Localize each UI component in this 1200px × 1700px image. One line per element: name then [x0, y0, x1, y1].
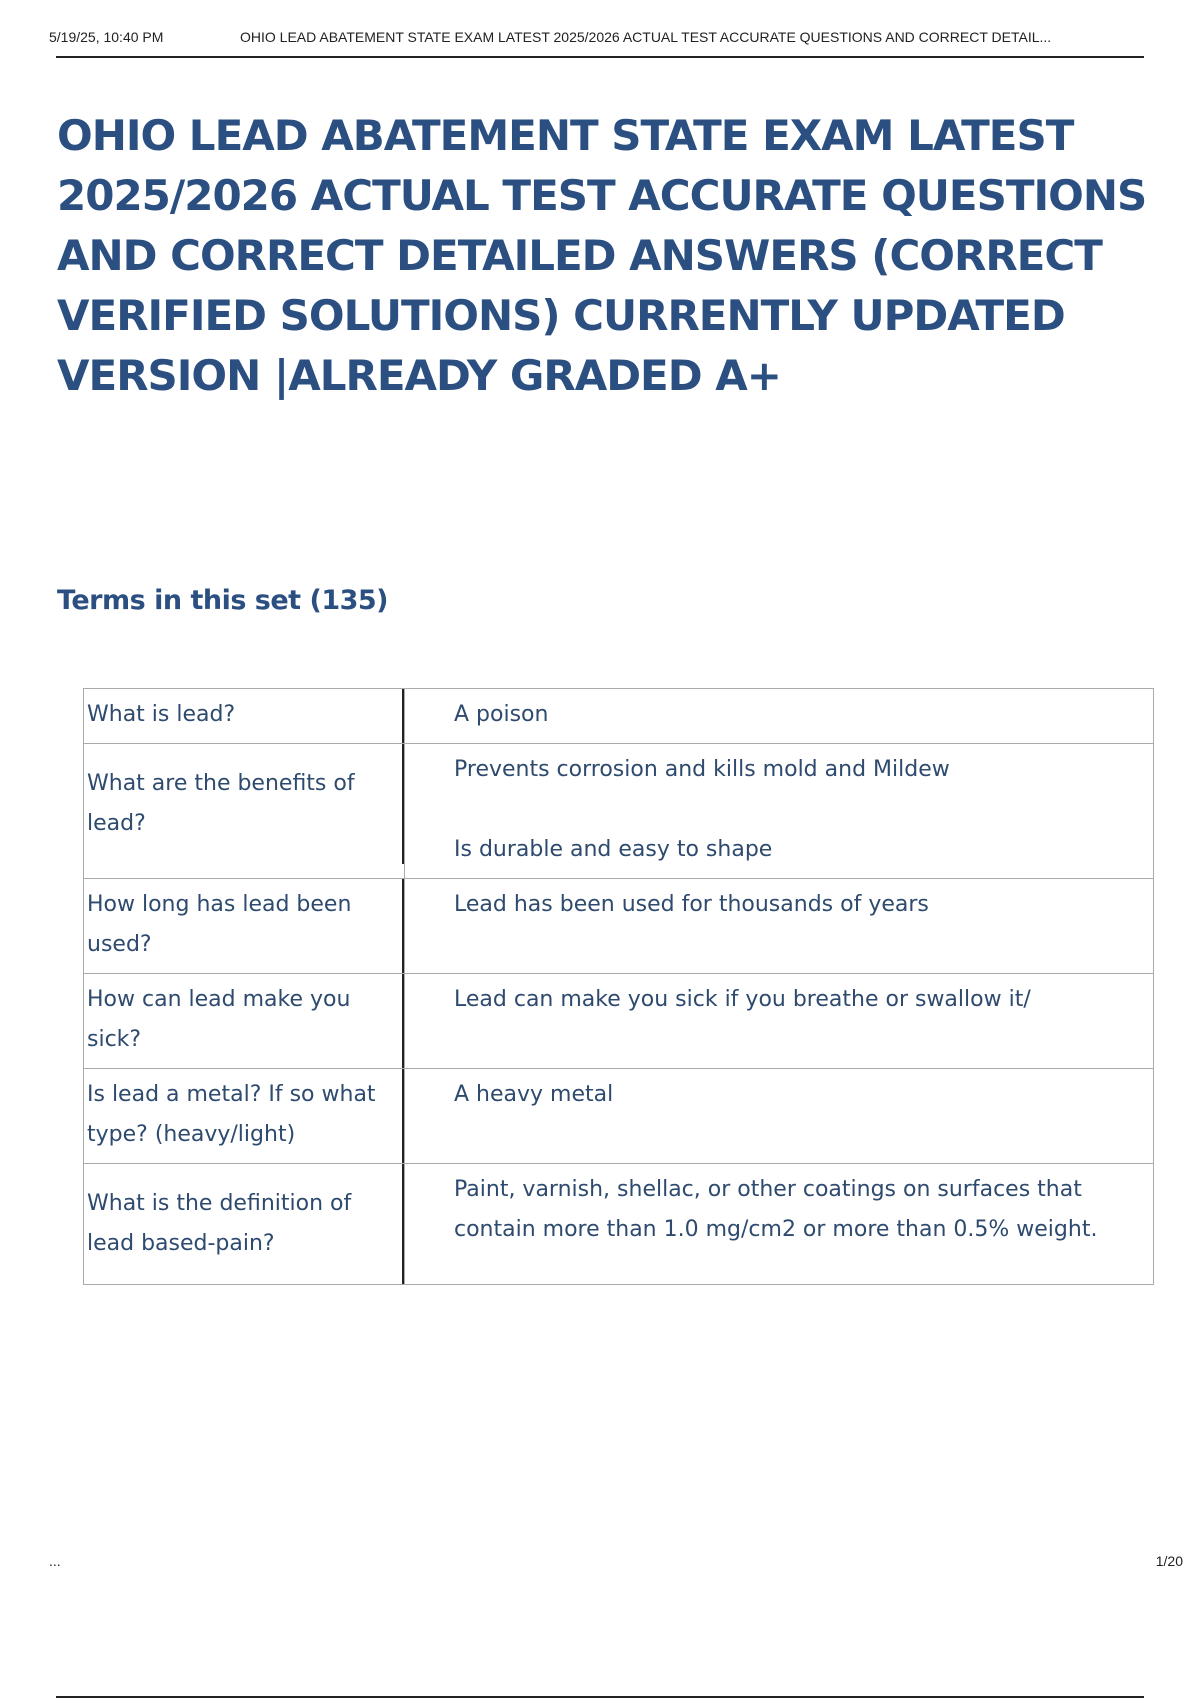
- table-row: [84, 1069, 1154, 1164]
- definition-cell: [405, 744, 1154, 879]
- definition-cell: [405, 1069, 1154, 1164]
- definition-text: Paint, varnish, shellac, or other coatings on surfaces that contain more than 1.0 mg/cm2 or more than 0.5% weight.: [454, 1177, 1098, 1242]
- term-cell: [84, 1164, 405, 1285]
- definition-cell: [405, 974, 1154, 1069]
- definition-text: Lead can make you sick if you breathe or swallow it/: [454, 987, 1031, 1012]
- terms-heading: Terms in this set (135): [57, 585, 389, 616]
- term-cell: [84, 974, 405, 1069]
- definition-cell: [405, 1164, 1154, 1285]
- table-row: [84, 974, 1154, 1069]
- term-text: What is lead?: [84, 689, 404, 743]
- definition-text: A heavy metal: [454, 1082, 614, 1107]
- term-cell: [84, 879, 405, 974]
- print-header-title: OHIO LEAD ABATEMENT STATE EXAM LATEST 2025/2026 ACTUAL TEST ACCURATE QUESTIONS AND CORRECT DETAIL...: [240, 29, 1052, 45]
- term-cell: [84, 1069, 405, 1164]
- terms-table: [83, 688, 1154, 1285]
- definition-text: A poison: [454, 702, 549, 727]
- table-row: [84, 1164, 1154, 1285]
- term-text: What are the benefits of lead?: [84, 744, 404, 864]
- header-divider: [56, 56, 1144, 58]
- term-cell: [84, 744, 405, 879]
- table-row: [84, 879, 1154, 974]
- term-text: How long has lead been used?: [84, 879, 404, 973]
- term-cell: [84, 689, 405, 744]
- definition-text: Is durable and easy to shape: [454, 837, 773, 862]
- print-footer-left: ...: [49, 1553, 61, 1569]
- definition-cell: [405, 689, 1154, 744]
- table-row: [84, 744, 1154, 879]
- document-title: OHIO LEAD ABATEMENT STATE EXAM LATEST 2025/2026 ACTUAL TEST ACCURATE QUESTIONS AND CORRECT DETAILED ANSWERS (CORRECT VERIFIED SOLUTIONS) CURRENTLY UPDATED VERSION |ALREADY GRADED A+: [57, 111, 1147, 400]
- term-text: How can lead make you sick?: [84, 974, 404, 1068]
- definition-text: Lead has been used for thousands of years: [454, 892, 929, 917]
- definition-text: Prevents corrosion and kills mold and Mildew: [454, 757, 950, 782]
- table-row: [84, 689, 1154, 744]
- page-number: 1/20: [1155, 1553, 1183, 1569]
- footer-divider: [56, 1696, 1144, 1698]
- definition-cell: [405, 879, 1154, 974]
- term-text: What is the definition of lead based-pain?: [84, 1164, 404, 1284]
- term-text: Is lead a metal? If so what type? (heavy/light): [84, 1069, 404, 1163]
- print-header-datetime: 5/19/25, 10:40 PM: [49, 29, 164, 45]
